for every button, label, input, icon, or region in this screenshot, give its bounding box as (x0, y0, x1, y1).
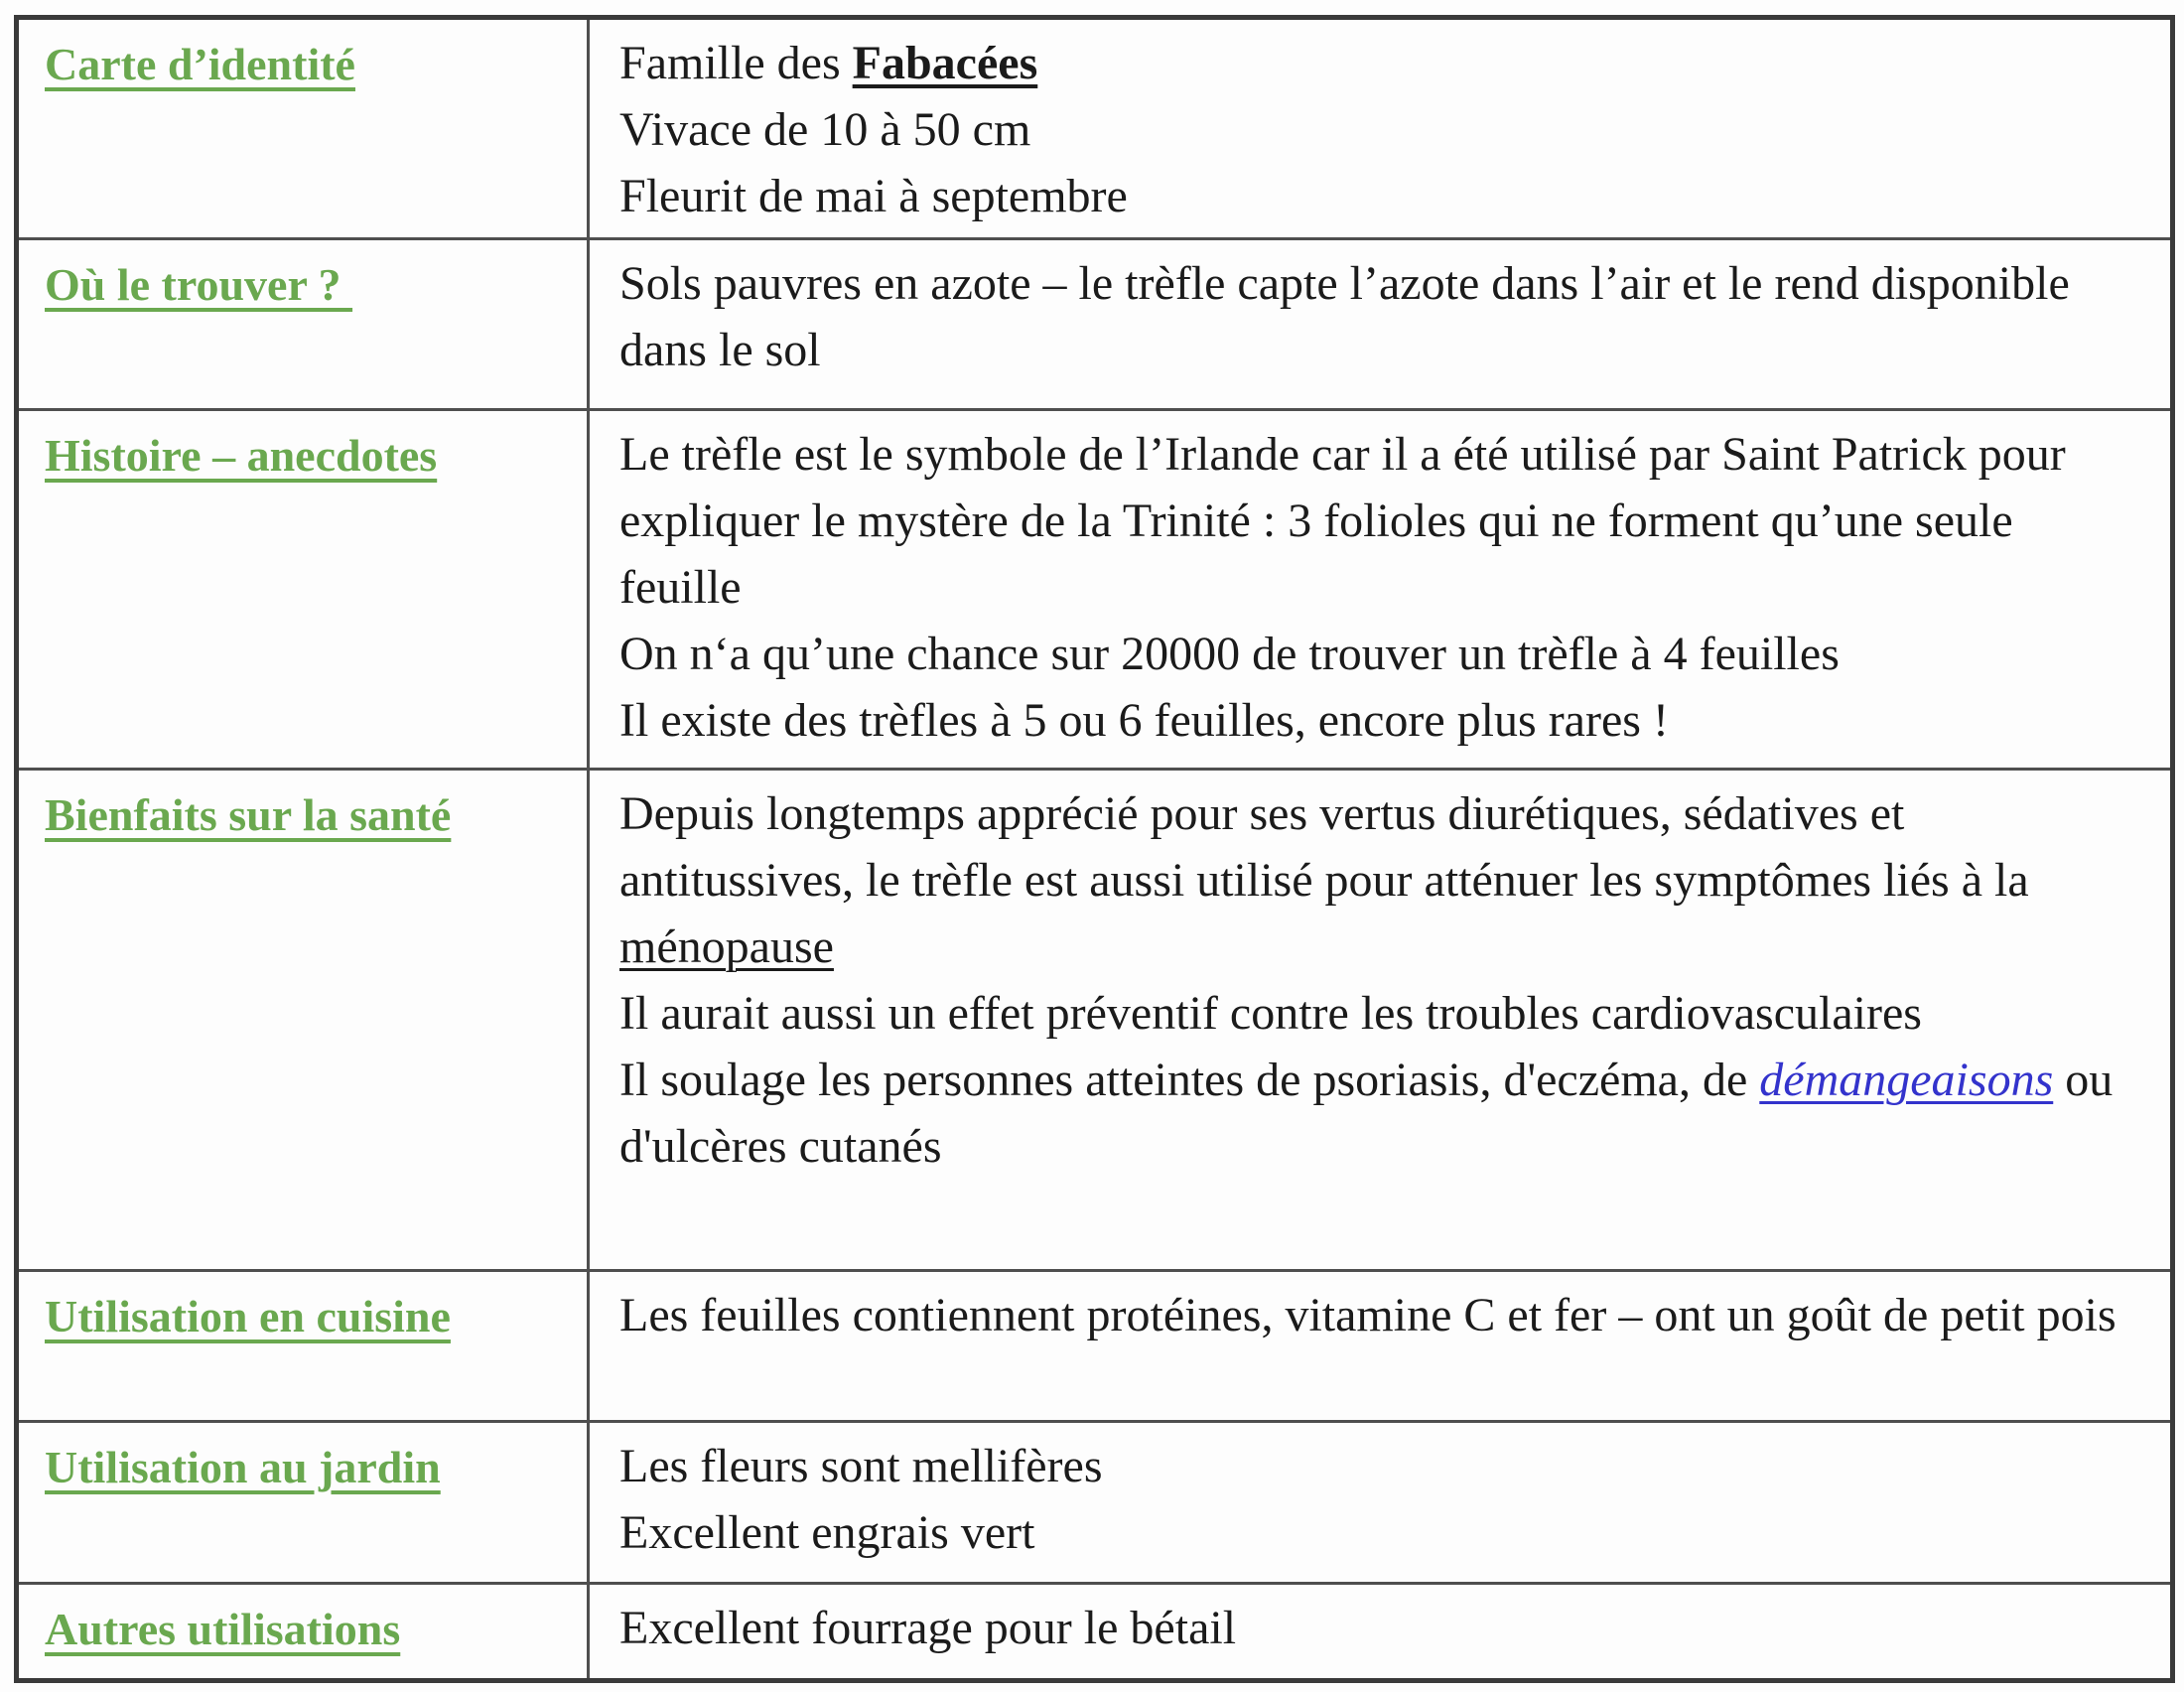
row-content-cell (589, 770, 2173, 1271)
row-header-label: Histoire – anecdotes (45, 430, 438, 481)
row-header-cell (17, 1584, 589, 1681)
content-paragraph: On n‘a qu’une chance sur 20000 de trouver un trèfle à 4 feuilles (619, 628, 1840, 680)
table-row (17, 1422, 2173, 1584)
content-paragraph: Depuis longtemps apprécié pour ses vertus diurétiques, sédatives et antitussives, le trèfle est aussi utilisé pour atténuer les symptômes liés à la ménopause (619, 787, 2029, 973)
content-paragraph: Il existe des trèfles à 5 ou 6 feuilles, encore plus rares ! (619, 694, 1669, 747)
table-body (17, 18, 2173, 1681)
table-row (17, 18, 2173, 239)
table-row (17, 410, 2173, 770)
family-name: Fabacées (852, 37, 1038, 89)
content-paragraph: Vivace de 10 à 50 cm (619, 103, 1031, 156)
content-paragraph: Il aurait aussi un effet préventif contre les troubles cardiovasculaires (619, 987, 1922, 1040)
table-row (17, 239, 2173, 410)
content-paragraph: Fleurit de mai à septembre (619, 170, 1128, 222)
row-header-label: Utilisation au jardin (45, 1442, 441, 1492)
row-header-cell (17, 770, 589, 1271)
row-header-cell (17, 410, 589, 770)
row-header-label: Où le trouver ? (45, 259, 353, 310)
row-header-label: Carte d’identité (45, 39, 355, 89)
content-paragraph: Les feuilles contiennent protéines, vitamine C et fer – ont un goût de petit pois (619, 1289, 2116, 1341)
table-row (17, 1584, 2173, 1681)
table-row (17, 770, 2173, 1271)
row-content-cell (589, 239, 2173, 410)
row-header-cell (17, 1271, 589, 1422)
content-paragraph: Le trèfle est le symbole de l’Irlande car il a été utilisé par Saint Patrick pour expliquer le mystère de la Trinité : 3 folioles qui ne forment qu’une seule feuille (619, 428, 2066, 614)
row-content-cell (589, 1584, 2173, 1681)
demangeaisons-link[interactable]: démangeaisons (1759, 1054, 2054, 1106)
content-paragraph: Il soulage les personnes atteintes de psoriasis, d'eczéma, de démangeaisons ou d'ulcères cutanés (619, 1054, 2114, 1173)
row-header-label: Utilisation en cuisine (45, 1291, 451, 1341)
row-content-cell (589, 18, 2173, 239)
row-header-cell (17, 1422, 589, 1584)
row-header-cell (17, 18, 589, 239)
content-paragraph: Excellent fourrage pour le bétail (619, 1602, 1237, 1654)
plant-info-table (14, 15, 2175, 1683)
row-content-cell (589, 1422, 2173, 1584)
row-header-cell (17, 239, 589, 410)
row-content-cell (589, 1271, 2173, 1422)
row-header-label: Bienfaits sur la santé (45, 789, 452, 840)
content-paragraph: Famille des Fabacées (619, 37, 1038, 89)
content-paragraph: Excellent engrais vert (619, 1506, 1035, 1559)
content-paragraph: Sols pauvres en azote – le trèfle capte l’azote dans l’air et le rend disponible dans le sol (619, 257, 2070, 376)
row-header-label: Autres utilisations (45, 1604, 401, 1654)
table-row (17, 1271, 2173, 1422)
content-paragraph: Les fleurs sont mellifères (619, 1440, 1103, 1492)
menopause-term: ménopause (619, 920, 834, 973)
row-content-cell (589, 410, 2173, 770)
